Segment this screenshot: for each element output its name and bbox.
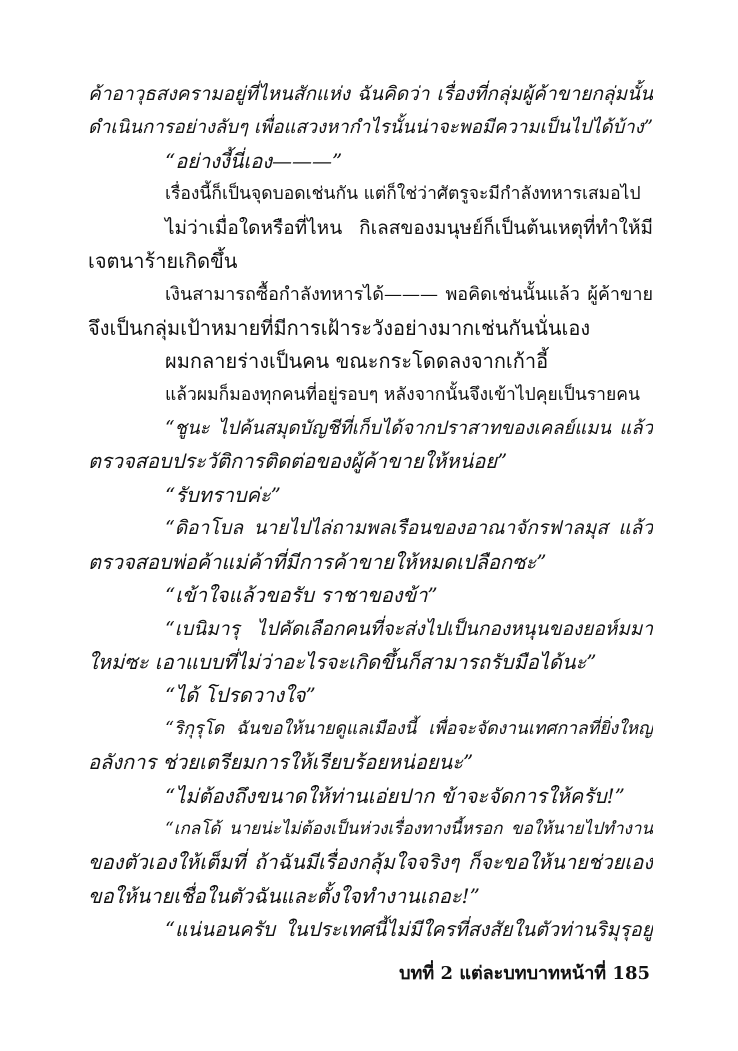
text-line: ตรวจสอบประวัติการติดต่อของผู้ค้าขายให้หน่อย” [88, 449, 508, 474]
text-line: “แน่นอนครับ ในประเทศนี้ไม่มีใครที่สงสัยในตัวท่านริมุรุอยู่ [165, 918, 653, 942]
text-line: อลังการ ช่วยเตรียมการให้เรียบร้อยหน่อยนะ” [88, 750, 474, 775]
text-line: ขอให้นายเชื่อในตัวฉันและตั้งใจทำงานเถอะ!” [88, 883, 480, 908]
page-body [88, 78, 653, 947]
text-line: ไม่ว่าเมื่อใดหรือที่ไหน กิเลสของมนุษย์ก็เป็นต้นเหตุที่ทำให้มี [165, 216, 653, 239]
text-line: “เกลโด้ นายน่ะไม่ต้องเป็นห่วงเรื่องทางนี้หรอก ขอให้นายไปทำงาน [165, 818, 653, 839]
text-line: “เข้าใจแล้วขอรับ ราชาของข้า” [165, 583, 438, 608]
text-line: “ชูนะ ไปค้นสมุดบัญชีที่เก็บได้จากปราสาทของเคลย์แมน แล้ว [165, 418, 653, 440]
text-line: “ดิอาโบล นายไปไล่ถามพลเรือนของอาณาจักรฟาลมุส แล้ว [165, 517, 653, 540]
text-line: ค้าอาวุธสงครามอยู่ที่ไหนสักแห่ง ฉันคิดว่า เรื่องที่กลุ่มผู้ค้าขายกลุ่มนั้น [88, 83, 653, 105]
text-line: “เบนิมารุ ไปคัดเลือกคนที่จะส่งไปเป็นกองหนุนของยอห์มมา [165, 617, 653, 640]
text-line: “ไม่ต้องถึงขนาดให้ท่านเอ่ยปาก ข้าจะจัดการให้ครับ!” [165, 783, 625, 808]
text-line: “ได้ โปรดวางใจ” [165, 683, 316, 708]
text-line: “รับทราบค่ะ” [165, 482, 281, 507]
text-line: เรื่องนี้ก็เป็นจุดบอดเช่นกัน แต่ก็ใช่ว่าศัตรูจะมีกำลังทหารเสมอไป [165, 184, 641, 205]
page-footer: บทที่ 2 แต่ละบทบาทหน้าที่ 185 [399, 963, 650, 984]
text-line: แล้วผมก็มองทุกคนที่อยู่รอบๆ หลังจากนั้นจึงเข้าไปคุยเป็นรายคน [165, 384, 640, 405]
text-line: เงินสามารถซื้อกำลังทหารได้——— พอคิดเช่นนั้นแล้ว ผู้ค้าขาย [165, 284, 653, 306]
text-line: ของตัวเองให้เต็มที่ ถ้าฉันมีเรื่องกลุ้มใจจริงๆ ก็จะขอให้นายช่วยเอง [88, 850, 653, 875]
text-line: ผมกลายร่างเป็นคน ขณะกระโดดลงจากเก้าอี้ [165, 349, 549, 374]
text-line: ดำเนินการอย่างลับๆ เพื่อแสวงหากำไรนั้นน่าจะพอมีความเป็นไปได้บ้าง” [88, 117, 653, 139]
text-line: “ริกุรุโด ฉันขอให้นายดูแลเมืองนี้ เพื่อจะจัดงานเทศกาลที่ยิ่งใหญ่ [165, 718, 653, 739]
text-line: จึงเป็นกลุ่มเป้าหมายที่มีการเฝ้าระวังอย่างมากเช่นกันนั่นเอง [88, 315, 591, 340]
text-line: ตรวจสอบพ่อค้าแม่ค้าที่มีการค้าขายให้หมดเปลือกซะ” [88, 549, 547, 574]
text-line: ใหม่ซะ เอาแบบที่ไม่ว่าอะไรจะเกิดขึ้นก็สามารถรับมือได้นะ” [88, 649, 597, 674]
text-line: “อย่างงี้นี่เอง———” [165, 148, 343, 173]
text-line: เจตนาร้ายเกิดขึ้น [88, 249, 238, 274]
